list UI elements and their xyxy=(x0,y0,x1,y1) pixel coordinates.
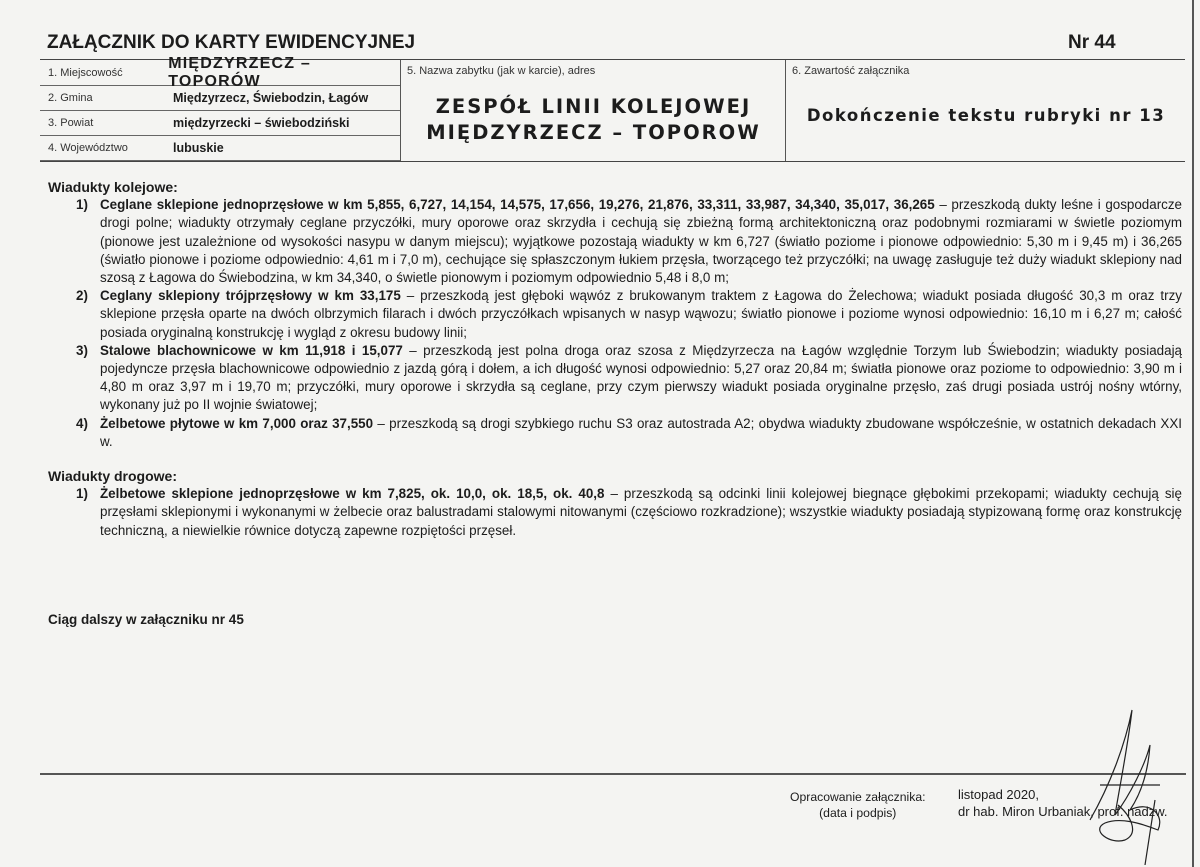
item-text: – przeszkodą dukty leśne i gospodarcze drogi polne; wiadukty otrzymały ceglane przyczółki, mury oporowe oraz skrzydła i cechują się zbieżną formą architektoniczną oraz podobnymi rozmiarami w świetle poziomym (pionowe jest uzależnione od wysokości nasypu w danym miejscu); wyjątkowe pozostają wiadukty w km 6,727 (światło poziome i pionowe odpowiednio: 5,30 m i 9,45 m) i 36,265 (światło pionowe i poziome odpowiednio: 4,61 m i 7,0 m), cechujące się spłaszczonym łukiem przęsła, tworzącego też przyczółki; na uwagę zasługuje też duży wiadukt sklepiony nad szosą z Łagowa do Świebodzina, w km 34,340, o świetle pionowym i poziomym odpowiednio 5,48 i 8,0 m; xyxy=(100,197,1182,286)
attachment-content-label: 6. Zawartość załącznika xyxy=(792,65,910,77)
field-district xyxy=(40,110,400,136)
monument-name-line2: MIĘDZYRZECZ – TOPOROW xyxy=(426,121,761,144)
field-label: 3. Powiat xyxy=(48,116,94,129)
attachment-content-value: Dokończenie tekstu rubryki nr 13 xyxy=(806,106,1166,125)
field-locality xyxy=(40,54,400,90)
field-commune xyxy=(40,85,400,111)
item-number: 1) xyxy=(76,486,88,502)
continuation-note: Ciąg dalszy w załączniku nr 45 xyxy=(48,612,244,627)
document-title: ZAŁĄCZNIK DO KARTY EWIDENCYJNEJ xyxy=(47,32,416,53)
field-value: MIĘDZYRZECZ – TOPORÓW xyxy=(168,54,311,90)
footer-divider xyxy=(40,773,1186,775)
list-item xyxy=(48,485,1182,540)
item-text: – przeszkodą jest głęboki wąwóz z brukowanym traktem z Łagowa do Żelechowa; wiadukt posiada długość 30,3 m oraz trzy sklepione przęsła oparte na dwóch olbrzymich filarach i dwóch przyczółkach wpisanych w nasyp wąwozu; światło pionowe i poziome wynosi odpowiednio: 16,10 m i 6,27 m; całość posiada oryginalną konstrukcję i wygląd z okresu budowy linii; xyxy=(100,288,1182,340)
item-title: Ceglane sklepione jednoprzęsłowe w km 5,855, 6,727, 14,154, 14,575, 17,656, 19,276, 21,876, 33,311, 33,987, 34,340, 35,017, 36,265 xyxy=(100,197,935,213)
list-item xyxy=(48,342,1182,415)
field-label: 4. Województwo xyxy=(48,141,128,154)
item-title: Żelbetowe płytowe w km 7,000 oraz 37,550 xyxy=(100,415,374,431)
monument-label: 5. Nazwa zabytku (jak w karcie), adres xyxy=(407,65,596,77)
handwritten-signature xyxy=(1070,705,1170,865)
item-text: – przeszkodą są drogi szybkiego ruchu S3 oraz autostrada A2; obydwa wiadukty zbudowane współcześnie, w ostatnich dekadach XXI w. xyxy=(100,415,1182,449)
author: dr hab. Miron Urbaniak, prof. nadzw. xyxy=(958,804,1168,819)
item-title: Stalowe blachownicowe w km 11,918 i 15,077 xyxy=(100,342,403,358)
list-item xyxy=(48,196,1182,287)
prepared-label: Opracowanie załącznika: xyxy=(790,790,926,804)
item-text: – przeszkodą jest polna droga oraz szosa z Międzyrzecza na Łagów względnie Torzym lub Świebodzin; wiadukty posiadają pojedyncze przęsła blachownicowe odpowiednio z jazdą górą i dołem, a ich długość wynosi odpowiednio: 5,27 oraz 20,84 m; światła pionowe oraz poziome to odpowiednio: 3,90 m i 4,80 m oraz 3,97 m i 19,70 m; przyczółki, mury oporowe i skrzydła są ceglane, przy czym pierwszy wiadukt posiada oryginalne przęsło, zaś drugi posiada ustrój nośny wtórny, wykonany już po II wojnie światowej; xyxy=(100,342,1182,413)
field-value: międzyrzecki – świebodziński xyxy=(173,115,350,130)
attachment-number: Nr 44 xyxy=(1068,32,1116,53)
item-title: Ceglany sklepiony trójprzęsłowy w km 33,175 xyxy=(100,288,401,304)
date-signature-label: (data i podpis) xyxy=(819,806,897,820)
prepared-by-label xyxy=(790,789,926,821)
date: listopad 2020, xyxy=(958,787,1039,802)
item-number: 1) xyxy=(76,197,88,213)
item-title: Żelbetowe sklepione jednoprzęsłowe w km 7,825, ok. 10,0, ok. 18,5, ok. 40,8 xyxy=(100,486,605,502)
field-label: 1. Miejscowość xyxy=(48,66,123,79)
item-number: 3) xyxy=(76,342,88,358)
field-value: Międzyrzecz, Świebodzin, Łagów xyxy=(173,90,369,105)
monument-name-line1: ZESPÓŁ LINII KOLEJOWEJ xyxy=(435,95,752,118)
list-item xyxy=(48,287,1182,342)
attachment-content-cell xyxy=(785,60,1186,161)
document-body xyxy=(48,178,1182,540)
item-number: 4) xyxy=(76,415,88,431)
monument-name-cell xyxy=(400,60,786,161)
field-value: lubuskie xyxy=(173,140,224,155)
page-edge xyxy=(1192,0,1194,867)
header-table xyxy=(40,54,1185,162)
item-number: 2) xyxy=(76,288,88,304)
monument-name xyxy=(401,94,786,146)
field-label: 2. Gmina xyxy=(48,91,93,104)
field-voivodeship xyxy=(40,135,400,161)
item-text: – przeszkodą są odcinki linii kolejowej biegnące głębokimi przekopami; wiadukty cechują się przęsłami sklepionymi i wykonanymi w żelbecie oraz balustradami stalowymi nitowanymi (częściowo rozkradzione); wszystkie wiadukty posiadają stypizowaną formę oraz konstrukcję techniczną, a niewielkie równice dotyczą zapewne rozpiętości przęseł. xyxy=(100,486,1182,538)
list-item xyxy=(48,415,1182,451)
section-heading: Wiadukty kolejowe: xyxy=(48,179,178,195)
section-heading: Wiadukty drogowe: xyxy=(48,468,177,485)
